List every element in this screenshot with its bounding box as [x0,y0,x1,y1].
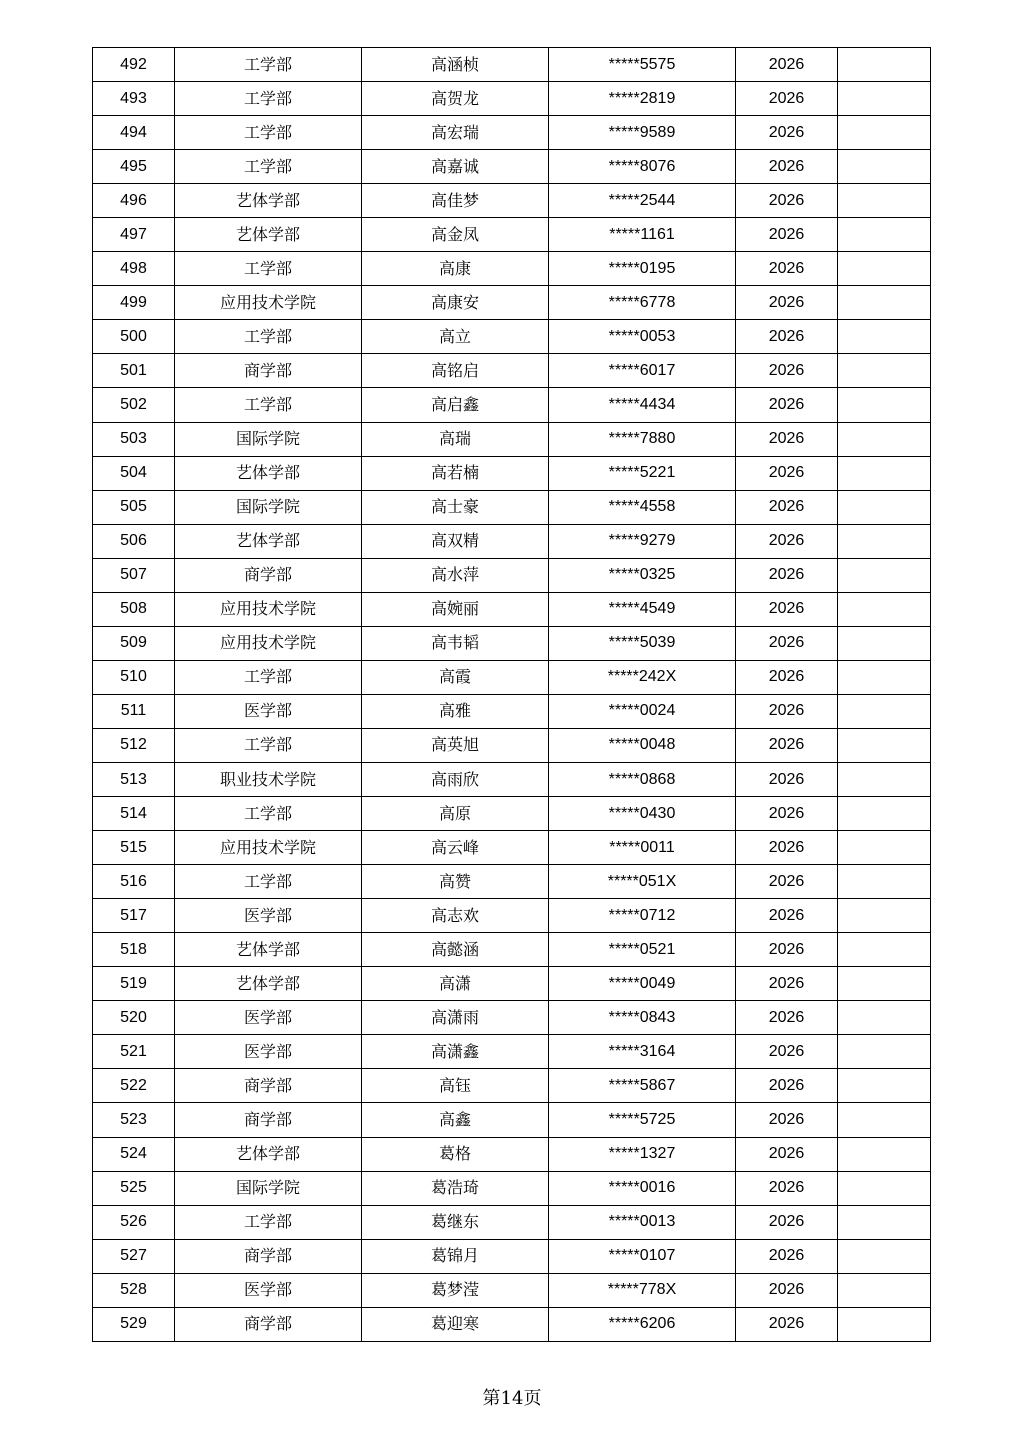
department-cell: 工学部 [175,797,362,831]
table-row [93,694,931,728]
department-cell: 医学部 [175,1273,362,1307]
table-row [93,660,931,694]
student-name-cell: 高钰 [362,1069,549,1103]
department-cell: 艺体学部 [175,1137,362,1171]
masked-id-cell: *****1161 [549,218,736,252]
roster-sheet [92,47,928,1342]
remark-cell [838,660,931,694]
masked-id-cell: *****0107 [549,1239,736,1273]
table-row [93,1069,931,1103]
row-number-cell: 500 [93,320,175,354]
student-name-cell: 高婉丽 [362,592,549,626]
student-name-cell: 高雅 [362,694,549,728]
masked-id-cell: *****051X [549,865,736,899]
remark-cell [838,1205,931,1239]
department-cell: 医学部 [175,1001,362,1035]
table-row [93,626,931,660]
student-name-cell: 高若楠 [362,456,549,490]
masked-id-cell: *****0521 [549,933,736,967]
masked-id-cell: *****7880 [549,422,736,456]
student-name-cell: 高韦韬 [362,626,549,660]
student-name-cell: 高铭启 [362,354,549,388]
row-number-cell: 508 [93,592,175,626]
row-number-cell: 507 [93,558,175,592]
table-row [93,831,931,865]
year-cell: 2026 [736,116,838,150]
year-cell: 2026 [736,252,838,286]
row-number-cell: 502 [93,388,175,422]
table-row [93,456,931,490]
masked-id-cell: *****9279 [549,524,736,558]
remark-cell [838,1103,931,1137]
table-row [93,967,931,1001]
table-row [93,728,931,762]
table-row [93,797,931,831]
year-cell: 2026 [736,48,838,82]
table-row [93,116,931,150]
masked-id-cell: *****2819 [549,82,736,116]
remark-cell [838,1171,931,1205]
table-row [93,1273,931,1307]
department-cell: 商学部 [175,1069,362,1103]
remark-cell [838,456,931,490]
remark-cell [838,82,931,116]
year-cell: 2026 [736,1035,838,1069]
remark-cell [838,1273,931,1307]
table-row [93,388,931,422]
remark-cell [838,388,931,422]
table-row [93,320,931,354]
student-name-cell: 高双精 [362,524,549,558]
student-name-cell: 高英旭 [362,728,549,762]
row-number-cell: 516 [93,865,175,899]
remark-cell [838,1307,931,1341]
table-row [93,218,931,252]
year-cell: 2026 [736,354,838,388]
row-number-cell: 494 [93,116,175,150]
row-number-cell: 515 [93,831,175,865]
remark-cell [838,592,931,626]
student-name-cell: 高康安 [362,286,549,320]
year-cell: 2026 [736,933,838,967]
year-cell: 2026 [736,1307,838,1341]
masked-id-cell: *****2544 [549,184,736,218]
year-cell: 2026 [736,626,838,660]
year-cell: 2026 [736,422,838,456]
year-cell: 2026 [736,694,838,728]
remark-cell [838,762,931,796]
year-cell: 2026 [736,490,838,524]
department-cell: 应用技术学院 [175,831,362,865]
year-cell: 2026 [736,1137,838,1171]
student-name-cell: 高立 [362,320,549,354]
department-cell: 商学部 [175,1239,362,1273]
department-cell: 艺体学部 [175,456,362,490]
remark-cell [838,422,931,456]
roster-table-body [93,48,931,1342]
row-number-cell: 498 [93,252,175,286]
masked-id-cell: *****0868 [549,762,736,796]
table-row [93,865,931,899]
department-cell: 应用技术学院 [175,626,362,660]
year-cell: 2026 [736,660,838,694]
row-number-cell: 510 [93,660,175,694]
row-number-cell: 526 [93,1205,175,1239]
department-cell: 工学部 [175,116,362,150]
student-name-cell: 葛锦月 [362,1239,549,1273]
remark-cell [838,218,931,252]
masked-id-cell: *****6206 [549,1307,736,1341]
student-name-cell: 葛格 [362,1137,549,1171]
row-number-cell: 506 [93,524,175,558]
row-number-cell: 517 [93,899,175,933]
masked-id-cell: *****4549 [549,592,736,626]
masked-id-cell: *****0195 [549,252,736,286]
department-cell: 职业技术学院 [175,762,362,796]
row-number-cell: 520 [93,1001,175,1035]
table-row [93,1103,931,1137]
masked-id-cell: *****0048 [549,728,736,762]
student-name-cell: 高涵桢 [362,48,549,82]
remark-cell [838,831,931,865]
year-cell: 2026 [736,967,838,1001]
department-cell: 艺体学部 [175,933,362,967]
department-cell: 工学部 [175,82,362,116]
row-number-cell: 524 [93,1137,175,1171]
year-cell: 2026 [736,218,838,252]
remark-cell [838,48,931,82]
student-name-cell: 高云峰 [362,831,549,865]
row-number-cell: 519 [93,967,175,1001]
student-name-cell: 高水萍 [362,558,549,592]
row-number-cell: 492 [93,48,175,82]
row-number-cell: 495 [93,150,175,184]
student-name-cell: 高士豪 [362,490,549,524]
masked-id-cell: *****0049 [549,967,736,1001]
student-name-cell: 葛浩琦 [362,1171,549,1205]
year-cell: 2026 [736,558,838,592]
student-name-cell: 高鑫 [362,1103,549,1137]
student-name-cell: 高佳梦 [362,184,549,218]
masked-id-cell: *****0053 [549,320,736,354]
row-number-cell: 521 [93,1035,175,1069]
year-cell: 2026 [736,320,838,354]
department-cell: 商学部 [175,1307,362,1341]
table-row [93,150,931,184]
masked-id-cell: *****0024 [549,694,736,728]
department-cell: 应用技术学院 [175,592,362,626]
department-cell: 工学部 [175,252,362,286]
table-row [93,1239,931,1273]
row-number-cell: 528 [93,1273,175,1307]
remark-cell [838,626,931,660]
year-cell: 2026 [736,150,838,184]
student-name-cell: 高康 [362,252,549,286]
masked-id-cell: *****778X [549,1273,736,1307]
remark-cell [838,967,931,1001]
student-name-cell: 葛梦滢 [362,1273,549,1307]
remark-cell [838,797,931,831]
year-cell: 2026 [736,184,838,218]
department-cell: 医学部 [175,694,362,728]
masked-id-cell: *****5725 [549,1103,736,1137]
row-number-cell: 497 [93,218,175,252]
department-cell: 艺体学部 [175,967,362,1001]
remark-cell [838,933,931,967]
remark-cell [838,490,931,524]
masked-id-cell: *****5867 [549,1069,736,1103]
roster-table [92,47,931,1342]
masked-id-cell: *****242X [549,660,736,694]
remark-cell [838,865,931,899]
masked-id-cell: *****4434 [549,388,736,422]
row-number-cell: 496 [93,184,175,218]
masked-id-cell: *****3164 [549,1035,736,1069]
table-row [93,354,931,388]
student-name-cell: 高霞 [362,660,549,694]
department-cell: 工学部 [175,388,362,422]
department-cell: 工学部 [175,865,362,899]
table-row [93,933,931,967]
department-cell: 医学部 [175,899,362,933]
row-number-cell: 523 [93,1103,175,1137]
masked-id-cell: *****5221 [549,456,736,490]
row-number-cell: 504 [93,456,175,490]
year-cell: 2026 [736,524,838,558]
remark-cell [838,1069,931,1103]
masked-id-cell: *****0013 [549,1205,736,1239]
row-number-cell: 509 [93,626,175,660]
masked-id-cell: *****0016 [549,1171,736,1205]
remark-cell [838,1239,931,1273]
masked-id-cell: *****0843 [549,1001,736,1035]
table-row [93,524,931,558]
student-name-cell: 高金凤 [362,218,549,252]
student-name-cell: 葛继东 [362,1205,549,1239]
department-cell: 商学部 [175,354,362,388]
department-cell: 医学部 [175,1035,362,1069]
student-name-cell: 高贺龙 [362,82,549,116]
table-row [93,899,931,933]
student-name-cell: 高潇 [362,967,549,1001]
remark-cell [838,558,931,592]
table-row [93,490,931,524]
masked-id-cell: *****5039 [549,626,736,660]
table-row [93,1001,931,1035]
page-number: 第14页 [482,1388,542,1409]
masked-id-cell: *****6778 [549,286,736,320]
department-cell: 国际学院 [175,422,362,456]
year-cell: 2026 [736,286,838,320]
table-row [93,1307,931,1341]
department-cell: 商学部 [175,558,362,592]
year-cell: 2026 [736,1205,838,1239]
department-cell: 国际学院 [175,490,362,524]
department-cell: 国际学院 [175,1171,362,1205]
year-cell: 2026 [736,1001,838,1035]
department-cell: 艺体学部 [175,218,362,252]
student-name-cell: 高嘉诚 [362,150,549,184]
department-cell: 工学部 [175,1205,362,1239]
remark-cell [838,184,931,218]
remark-cell [838,320,931,354]
year-cell: 2026 [736,456,838,490]
masked-id-cell: *****6017 [549,354,736,388]
masked-id-cell: *****0430 [549,797,736,831]
row-number-cell: 503 [93,422,175,456]
remark-cell [838,524,931,558]
remark-cell [838,899,931,933]
masked-id-cell: *****0011 [549,831,736,865]
masked-id-cell: *****0325 [549,558,736,592]
year-cell: 2026 [736,797,838,831]
masked-id-cell: *****8076 [549,150,736,184]
table-row [93,286,931,320]
remark-cell [838,694,931,728]
year-cell: 2026 [736,865,838,899]
department-cell: 工学部 [175,150,362,184]
student-name-cell: 高赞 [362,865,549,899]
year-cell: 2026 [736,728,838,762]
year-cell: 2026 [736,1171,838,1205]
year-cell: 2026 [736,762,838,796]
department-cell: 应用技术学院 [175,286,362,320]
table-row [93,592,931,626]
student-name-cell: 高雨欣 [362,762,549,796]
year-cell: 2026 [736,1069,838,1103]
table-row [93,1171,931,1205]
masked-id-cell: *****1327 [549,1137,736,1171]
student-name-cell: 高志欢 [362,899,549,933]
department-cell: 工学部 [175,48,362,82]
remark-cell [838,728,931,762]
department-cell: 商学部 [175,1103,362,1137]
year-cell: 2026 [736,1273,838,1307]
row-number-cell: 513 [93,762,175,796]
masked-id-cell: *****4558 [549,490,736,524]
remark-cell [838,286,931,320]
row-number-cell: 501 [93,354,175,388]
year-cell: 2026 [736,831,838,865]
table-row [93,82,931,116]
table-row [93,1205,931,1239]
student-name-cell: 葛迎寒 [362,1307,549,1341]
year-cell: 2026 [736,82,838,116]
table-row [93,1137,931,1171]
student-name-cell: 高启鑫 [362,388,549,422]
table-row [93,422,931,456]
row-number-cell: 527 [93,1239,175,1273]
student-name-cell: 高潇鑫 [362,1035,549,1069]
remark-cell [838,354,931,388]
table-row [93,558,931,592]
department-cell: 工学部 [175,660,362,694]
masked-id-cell: *****9589 [549,116,736,150]
table-row [93,1035,931,1069]
year-cell: 2026 [736,388,838,422]
row-number-cell: 505 [93,490,175,524]
masked-id-cell: *****0712 [549,899,736,933]
remark-cell [838,252,931,286]
row-number-cell: 529 [93,1307,175,1341]
student-name-cell: 高潇雨 [362,1001,549,1035]
department-cell: 艺体学部 [175,524,362,558]
remark-cell [838,116,931,150]
remark-cell [838,150,931,184]
table-row [93,252,931,286]
student-name-cell: 高瑞 [362,422,549,456]
remark-cell [838,1001,931,1035]
year-cell: 2026 [736,899,838,933]
department-cell: 工学部 [175,320,362,354]
row-number-cell: 512 [93,728,175,762]
table-row [93,184,931,218]
row-number-cell: 493 [93,82,175,116]
student-name-cell: 高懿涵 [362,933,549,967]
table-row [93,762,931,796]
row-number-cell: 514 [93,797,175,831]
remark-cell [838,1035,931,1069]
student-name-cell: 高原 [362,797,549,831]
department-cell: 工学部 [175,728,362,762]
remark-cell [838,1137,931,1171]
year-cell: 2026 [736,1239,838,1273]
row-number-cell: 525 [93,1171,175,1205]
row-number-cell: 522 [93,1069,175,1103]
department-cell: 艺体学部 [175,184,362,218]
row-number-cell: 499 [93,286,175,320]
year-cell: 2026 [736,592,838,626]
row-number-cell: 518 [93,933,175,967]
row-number-cell: 511 [93,694,175,728]
year-cell: 2026 [736,1103,838,1137]
student-name-cell: 高宏瑞 [362,116,549,150]
table-row [93,48,931,82]
masked-id-cell: *****5575 [549,48,736,82]
